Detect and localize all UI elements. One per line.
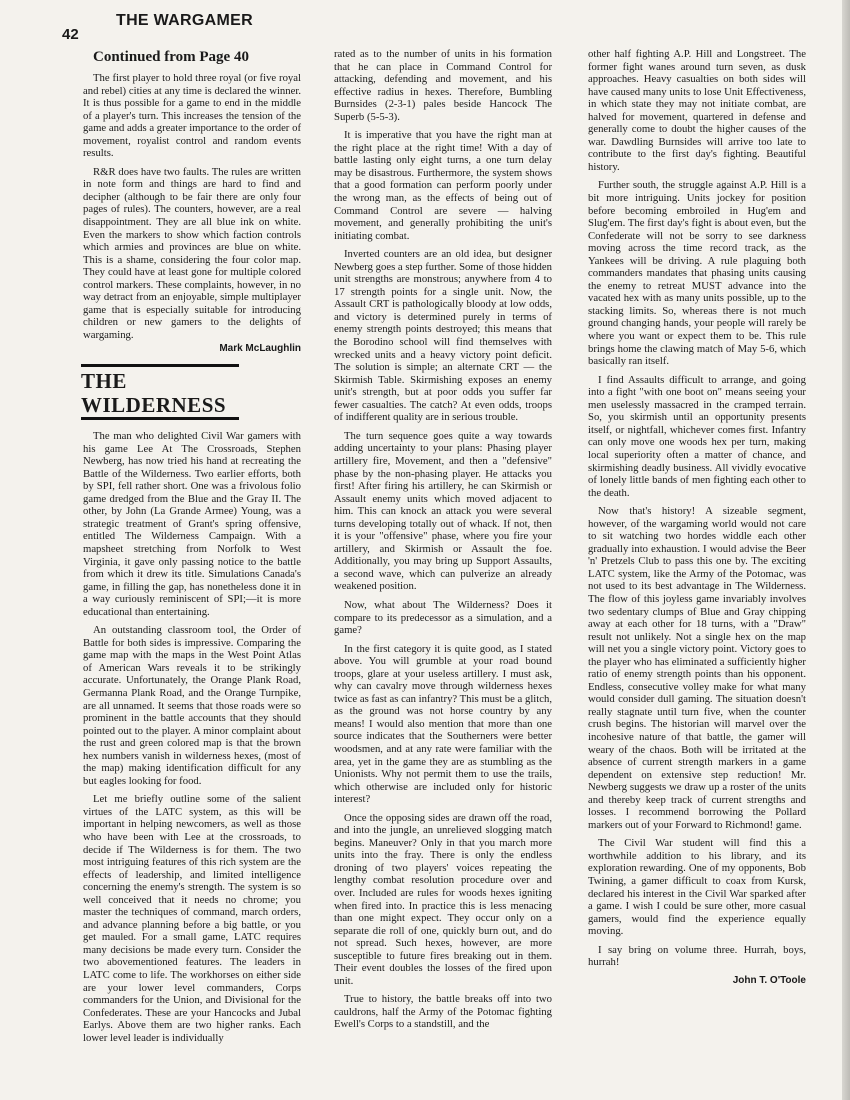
paragraph: I find Assaults difficult to arrange, and going into a fight "with one boot on" means seeing your men uselessly massacred in the cramped terrain. So, you skirmish until an opportunity presents itself, or nightfall, whichever comes first. Infantry can only move one woods hex per turn, making local superiority often a matter of chance, and skirmishing deadly business. All vividly evocative of lonely little bands of men fighting each other to the death.: [588, 373, 806, 499]
magazine-title: THE WARGAMER: [116, 12, 253, 29]
paragraph: The man who delighted Civil War gamers with his game Lee At The Crossroads, Stephen Newberg, has now tried his hand at recreating the Battle of the Wilderness. Two earlier efforts, both by SPI, fell rather short. One was a frivolous folio game dredged from the Blue and the Gray II. The other, by John (La Grande Armee) Young, was a strategic treatment of Grant's spring offensive, entitled The Wilderness Campaign. With a mapsheet stretching from Norfolk to West Virginia, it gave only passing notice to the battle from which it drew its title. Simulations Canada's game, in filling the gap, has nonetheless done it in a way curiously reminiscent of SPI;—it is more educational than entertaining.: [83, 430, 301, 618]
paragraph: R&R does have two faults. The rules are written in note form and things are hard to find and decipher (although to be fair there are only four pages of rules). The counters, however, are a real disappointment. They are all blue ink on white. Even the markers to show which faction controls which armies and provinces are blue on white. This is a shame, considering the four color map. They could have at least gone for multiple colored control markers. These complaints, however, in no way detract from an enjoyable, simple multiplayer game that is especially suitable for introducing children or new gamers to the delights of wargaming.: [83, 165, 301, 341]
paragraph: The turn sequence goes quite a way towards adding uncertainty to your plans: Phasing player artillery fire, Movement, and then a "defensive" phase by the non-phasing player. He attacks you first! After firing his artillery, he can Skirmish or Assault enemy units which moved adjacent to him. This can knock an attack you were several turns developing totally out of whack. If not, then it is your "offensive" phase, where you fire your artillery, and Skirmish or Assault the foe. Additionally, you may bring up Support Assaults, a second wave, which can pulverize an already weakened position.: [334, 429, 552, 593]
paragraph: rated as to the number of units in his formation that he can place in Command Control for attacking, defending and movement, and his effective radius in hexes. Therefore, Bumbling Burnsides (2-3-1) pales beside Hancock The Superb (5-5-3).: [334, 48, 552, 123]
page-edge-shadow: [842, 0, 850, 1100]
paragraph: An outstanding classroom tool, the Order of Battle for both sides is impressive. Comparing the game map with the maps in the West Point Atlas of American Wars reveals it to be strikingly accurate. Unfortunately, the Orange Plank Road, Germanna Plank Road, and the Orange Turnpike, are all unnamed. It seems that those roads were so prominent in the battle accounts that they should pointed out to the player. A minor complaint about the rust and green colored map is that the brown hex numbers vanish in wilderness hexes, (most of the map) making identification difficult for any but eagles looking for food.: [83, 624, 301, 787]
paragraph: Let me briefly outline some of the salient virtues of the LATC system, as this will be important in helping newcomers, as well as those who have been with Lee at the crossroads, to decide if The Wilderness is for them. The two most intriguing features of this rich system are the effects of leadership, and limited intelligence concerning the enemy's strength. The system is so well conceived that it needs no chrome; you master the techniques of command, march orders, and advance planning before a big battle, or you get mauled. For a small game, LATC requires many decisions be made every turn. Consider the two abovementioned features. The leaders in LATC come to life. The workhorses on either side are your lower level commanders, Corps commanders for the Union, and Divisional for the Confederates. These are your Hancocks and Jubal Earlys. Above them are two higher ranks. Each lower level leader is individually: [83, 793, 301, 1044]
paragraph: Now that's history! A sizeable segment, however, of the wargaming world would not care to sit watching two hordes widdle each other gradually into exhaustion. I would advise the Beer 'n' Pretzels Club to pass this one by. The exciting LATC system, like the Army of the Potomac, was not used to its best advantage in The Wilderness. The flow of this joyless game invariably involves two sedentary clumps of Blue and Gray chipping away at each other for 18 turns, with a "Draw" result not unlikely. Not a single hex on the map will net you a single victory point. Victory goes to the player who has eliminated a sufficiently higher ratio of enemy strength points than his opponent. Endless, consecutive volley make for what many would consider dull gaming. The situation doesn't really stagnate until turn five, when the counter crush begins. The historian will marvel over the incohesive nature of that battle, the gamer will weary of the chaos. Both will be irritated at the absence of current strength markers in a game dependent on extensive step reduction! Mr. Newberg suggests we draw up a roster of the units and thereby keep track of current strengths and losses. I recommend borrowing the Pollard markers out of your Forward to Richmond! game.: [588, 505, 806, 831]
paragraph: other half fighting A.P. Hill and Longstreet. The former fight wanes around turn seven, as dusk approaches. Heavy casualties on both sides will have caused many units to lose Unit Effectiveness, in which state they may not initiate combat, are halved for movement, quartered in defense and generally come to doubt the higher causes of the war. Dawdling Burnsides will arrive too late to contribute to the first day's fighting. Beautiful history.: [588, 48, 806, 173]
paragraph: The Civil War student will find this a worthwhile addition to his library, and its exploration rewarding. One of my opponents, Bob Twining, a gamer difficult to coax from Kursk, declared his interest in the Civil War sparked after a game. I wish I could be sure other, more casual gamers, would find the experience equally moving.: [588, 837, 806, 938]
column-2: [334, 48, 552, 1037]
section-heading-box: [81, 364, 239, 420]
paragraph: Inverted counters are an old idea, but designer Newberg goes a step further. Some of those hidden unit strengths are monstrous; anywhere from 4 to 17 strength points for a single unit. Now, the Assault CRT is pathologically bloody at low odds, and victory is determined purely in terms of enemy strength points destroyed; this means that the Borodino school will find themselves with wrecked units and a heavy victory point deficit. The solution is simple; an alternate CRT — the Skirmish Table. Skirmishing exposes an enemy unit's strength, but at poor odds you suffer far fewer casualties. The catch? At even odds, troops of indifferent quality are in serious trouble.: [334, 248, 552, 424]
paragraph: Further south, the struggle against A.P. Hill is a bit more intriguing. Units jockey for position before becoming embroiled in Hug'em and Slug'em. The first day's fight is about even, but the Confederate will not be sorry to see darkness moving across the time record track, as the Yankees will be driving. A rule plaguing both commanders mandates that phasing units causing the enemy to retreat MUST advance into the vacated hex with as many units possible, up to the stacking limits. So, whereas there is not much ground changing hands, your people will rarely be where you want or expect them to be. This rule brings home the clawing match of May 5-6, which basically ran itself.: [588, 179, 806, 368]
column-1: Continued from Page 40 The first player to hold three royal (or five royal and rebel) cities at any time is declared the winner. It is thus possible for a game to end in the middle of a player's turn. This increases the tension of the game and adds a greater importance to the order of movement, royalist control and random events results. R&R does have two faults. The rules are written in note form and things are hard to find and decipher (although to be fair there are only four pages of rules). The counters, however, are a real disappointment. They are all blue ink on white. Even the markers to show which faction controls which armies and provinces are blue on white. This is a shame, considering the four color map. They could have at least gone for multiple colored control markers. These complaints, however, in no way detract from an enjoyable, simple multiplayer game that is especially suitable for introducing children or new gamers to the delights of wargaming. Mark McLaughlin THE WILDERNESS The man who delighted Civil War gamers with his game Lee At The Crossroads, Stephen Newberg, has now tried his hand at recreating the Battle of the Wilderness. Two earlier efforts, both by SPI, fell rather short. One was a frivolous folio game dredged from the Blue and the Gray II. The other, by John (La Grande Armee) Young, was a strategic treatment of Grant's spring offensive, entitled The Wilderness Campaign. With a mapsheet stretching from Norfolk to West Virginia, it gave only passing notice to the battle from which it drew its title. Simulations Canada's game, in filling the gap, has nonetheless done it in a way curiously reminiscent of SPI;—it is more educational than entertaining. An outstanding classroom tool, the Order of Battle for both sides is impressive. Comparing the game map with the maps in the West Point Atlas of American Wars reveals it to be strikingly accurate. Unfortunately, the Orange Plank Road, Germanna Plank Road, and the Orange Turnpike, are all unnamed. It seems that those roads were so prominent in the battle accounts that they should pointed out to the player. A minor complaint about the rust and green colored map is that the brown hex numbers vanish in wilderness hexes, (most of the map) making identification difficult for any but eagles looking for food. Let me briefly outline some of the salient virtues of the LATC system, as this will be important in helping newcomers, as well as those who have been with Lee at the crossroads, to decide if The Wilderness is for them. The two most intriguing features of this rich system are the effects of leadership, and limited intelligence concerning the enemy's strength. The system is so well conceived that it needs no chrome; you master the techniques of command, march orders, and advance planning before a big battle, or you get mauled. For a small game, LATC requires many decisions be made every turn. Consider the two abovementioned features. The leaders in LATC come to life. The workhorses on either side are your lower level commanders, Corps commanders for the Union, and Divisional for the Confederates. These are your Hancocks and Jubal Earlys. Above them are two higher ranks. Each lower level leader is individually: [81, 49, 301, 1044]
column-3: [588, 48, 806, 987]
section-heading: THE WILDERNESS: [81, 369, 227, 418]
paragraph: The first player to hold three royal (or five royal and rebel) cities at any time is declared the winner. It is thus possible for a game to end in the middle of a player's turn. This increases the tension of the game and adds a greater importance to the order of movement, royalist control and random events results.: [83, 72, 301, 160]
continued-heading: Continued from Page 40: [93, 49, 249, 65]
page-number: 42: [62, 26, 79, 43]
author-signature: John T. O'Toole: [732, 974, 806, 986]
paragraph: Once the opposing sides are drawn off the road, and into the jungle, an unrelieved slogging match begins. Maneuver? Only in that you march more units into the fray. There is only the endless droning of two players' voices repeating the lengthy combat resolution procedure over and over. Included are rules for woods hexes igniting when fired into. In practice this is less menacing than one might expect. They occur only on a separate die roll of one, quickly burn out, and do not spread. Such hexes, however, are more susceptible to future fires breaking out in them. Their event doubles the losses of the fired upon unit.: [334, 811, 552, 987]
paragraph: I say bring on volume three. Hurrah, boys, hurrah!: [588, 943, 806, 969]
paragraph: True to history, the battle breaks off into two cauldrons, half the Army of the Potomac fighting Ewell's Corps to a standstill, and the: [334, 993, 552, 1031]
paragraph: It is imperative that you have the right man at the right place at the right time! With a day of battle lasting only eight turns, a one turn delay may be disastrous. Furthermore, the system shows that a good formation can perform poorly under the wrong man, as the effects of being out of Command Control are severe — halving movement, and generally prohibiting the unit's initiating combat.: [334, 129, 552, 242]
paragraph: Now, what about The Wilderness? Does it compare to its predecessor as a simulation, and a game?: [334, 598, 552, 637]
paragraph: In the first category it is quite good, as I stated above. You will grumble at your road bound troops, glare at your useless artillery. I must ask, why can cavalry move through wilderness hexes twice as fast as can infantry? This must be a glitch, as the ground was not horse country by any means! I would also mention that more than one source indicates that the Southerners were better woodsmen, and at any rate were familiar with the area, yet in the game they are as stumbling as the Unionists. Why not permit them to use the trails, which otherwise are included only for historic interest?: [334, 642, 552, 806]
